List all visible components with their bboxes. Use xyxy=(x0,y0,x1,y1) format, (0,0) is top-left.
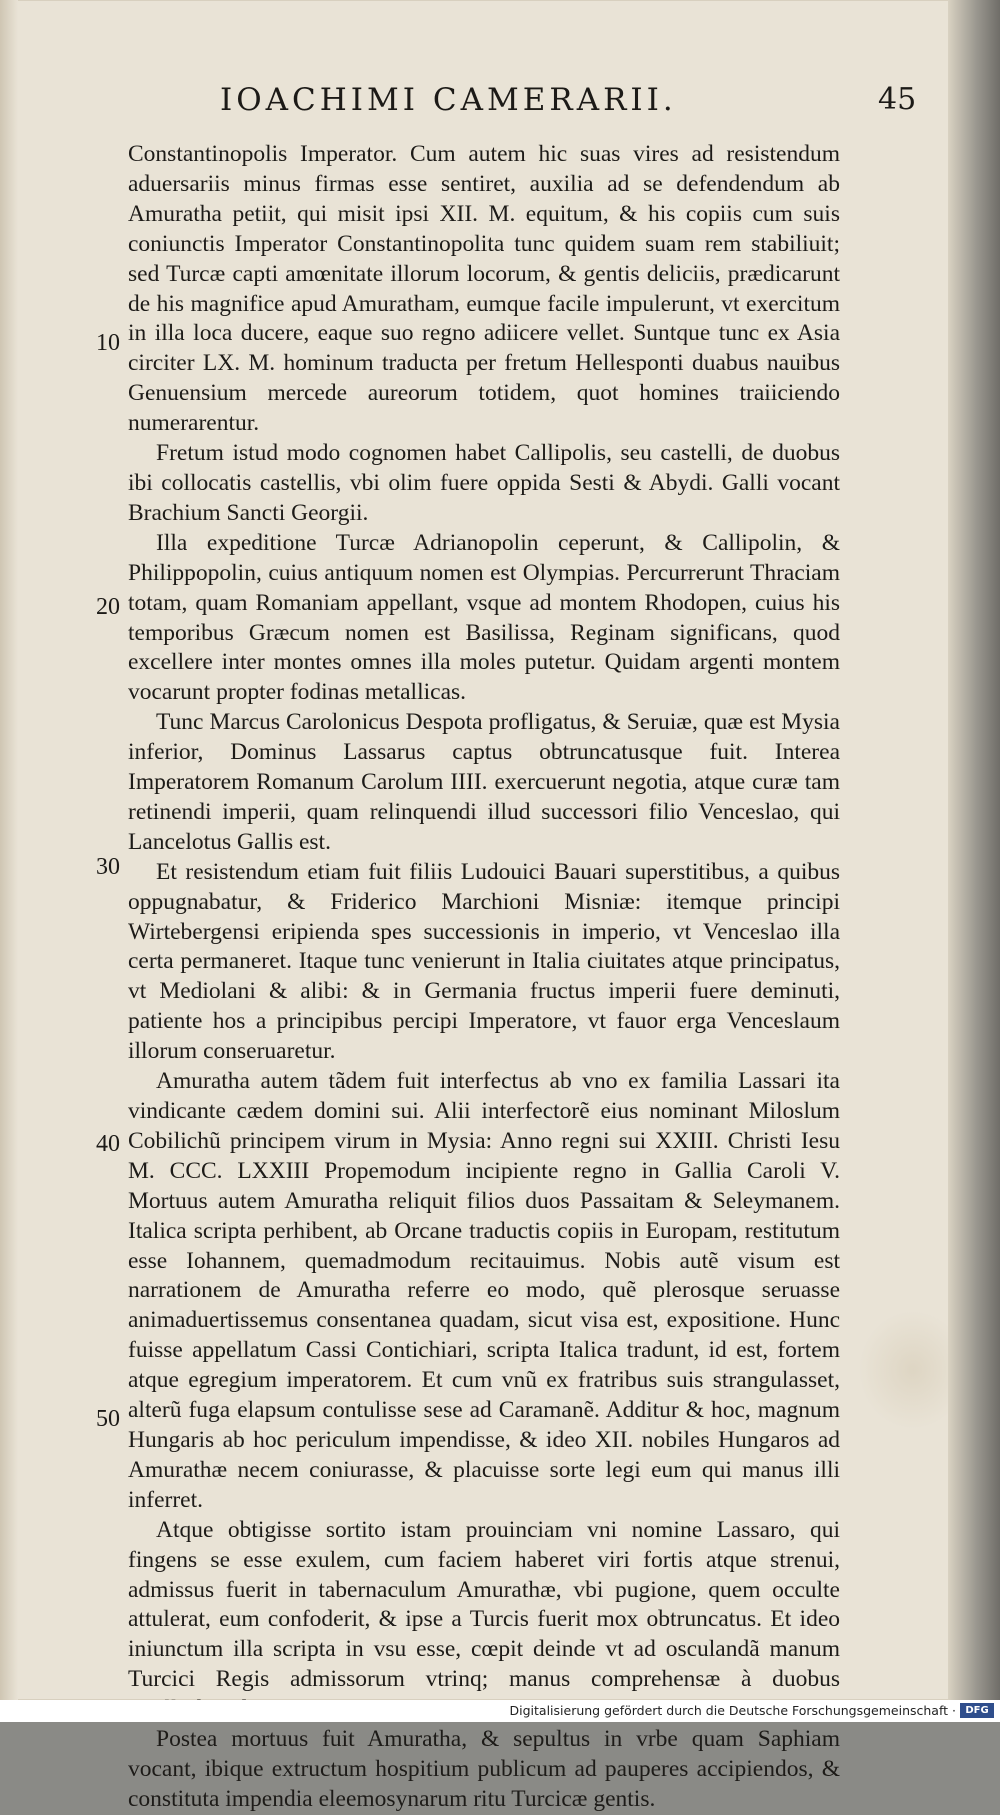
line-number-20: 20 xyxy=(96,594,120,620)
paragraph: Tunc Marcus Carolonicus Despota profligatus, & Seruiæ, quæ est Mysia inferior, Dominus Lassarus captus obtruncatusque fuit. Interea Imperatorem Romanum Carolum IIII. exercuerunt negotia, atque curæ tam retinendi imperii, quam relinquendi illud successori filio Venceslao, qui Lancelotus Gallis est. xyxy=(128,709,840,855)
paragraph: Postea mortuus fuit Amuratha, & sepultus in vrbe quam Saphiam vocant, ibique extructum hospitium publicum ad pauperes accipiendos, & constituta impendia eleemosynarum ritu Turcicæ gentis. xyxy=(128,1726,840,1812)
page-edge xyxy=(948,0,1000,1722)
line-number-10: 10 xyxy=(96,330,120,356)
footer-bar xyxy=(0,1700,1000,1722)
page-gutter xyxy=(0,0,18,1700)
running-title: IOACHIMI CAMERARII. xyxy=(220,82,677,118)
body-text xyxy=(128,140,840,1815)
paragraph: Fretum istud modo cognomen habet Callipolis, seu castelli, de duobus ibi collocatis castellis, vbi olim fuere oppida Sesti & Abydi. Galli vocant Brachium Sancti Georgii. xyxy=(128,440,840,526)
dfg-logo: DFG xyxy=(960,1703,994,1718)
page-number: 45 xyxy=(878,82,917,117)
paragraph: Et resistendum etiam fuit filiis Ludouici Bauari superstitibus, a quibus oppugnabatur, & Friderico Marchioni Misniæ: itemque principi Wirtebergensi eripienda spes successionis in imperio, vt Venceslao illa certa permaneret. Itaque tunc venierunt in Italia ciuitates atque principatus, vt Mediolani & alibi: & in Germania fructus imperii fuere deminuti, patiente hos a principibus percipi Imperatore, vt fauor erga Venceslaum illorum conseruaretur. xyxy=(128,858,840,1065)
paragraph: Illa expeditione Turcæ Adrianopolin ceperunt, & Callipolin, & Philippopolin, cuius antiquum nomen est Olympias. Percurrerunt Thraciam totam, quam Romaniam appellant, vsque ad montem Rhodopen, cuius his temporibus Græcum nomen est Basilissa, Reginam significans, quod excellere inter montes omnes illa moles putetur. Quidam argenti montem vocarunt propter fodinas metallicas. xyxy=(128,529,840,706)
line-number-30: 30 xyxy=(96,854,120,880)
funding-credit: Digitalisierung gefördert durch die Deutsche Forschungsgemeinschaft · xyxy=(509,1703,956,1718)
line-number-50: 50 xyxy=(96,1406,120,1432)
paragraph: Constantinopolis Imperator. Cum autem hic suas vires ad resistendum aduersariis minus firmas esse sentiret, auxilia ad se defendendum ab Amuratha petiit, qui misit ipsi XII. M. equitum, & his copiis cum suis coniunctis Imperator Constantinopolita tunc quidem suam rem stabiliuit; sed Turcæ capti amœnitate illorum locorum, & gentis deliciis, prædicarunt de his magnifice apud Amuratham, eumque facile impulerunt, vt exercitum in illa loca ducere, eaque suo regno adiicere vellet. Suntque tunc ex Asia circiter LX. M. hominum traducta per fretum Hellesponti duabus nauibus Genuensium mercede aureorum totidem, quot homines traiiciendo numerarentur. xyxy=(128,141,840,437)
paragraph: Amuratha autem tãdem fuit interfectus ab vno ex familia Lassari ita vindicante cædem domini sui. Alii interfectorẽ eius nominant Miloslum Cobilichũ principem virum in Mysia: Anno regni sui XXIII. Christi Iesu M. CCC. LXXIII Propemodum incipiente regno in Gallia Caroli V. Mortuus autem Amuratha reliquit filios duos Passaitam & Seleymanem. Italica scripta perhibent, ab Orcane traductis copiis in Europam, restitutum esse Iohannem, quemadmodum recitauimus. Nobis autẽ visum est narrationem de Amuratha referre eo modo, quẽ plerosque seruasse animaduertissemus consentanea quadam, sicut visa est, expositione. Hunc fuisse appellatum Cassi Contichiari, scripta Italica tradunt, id est, fortem atque egregium imperatorem. Et cum vnũ ex fratribus suis strangulasset, alterũ fuga elapsum contulisse sese ad Caramanẽ. Additur & hoc, magnum Hungaris ab hoc periculum impendisse, & ideo XII. nobiles Hungaros ad Amurathæ necem coniurasse, & placuisse sorte legi eum qui manus illi inferret. xyxy=(128,1068,840,1513)
line-number-40: 40 xyxy=(96,1131,120,1157)
paragraph: Atque obtigisse sortito istam prouinciam vni nomine Lassaro, qui fingens se esse exulem, cum faciem haberet viri fortis atque strenui, admissus fuerit in tabernaculum Amurathæ, vbi pugione, quem occulte attulerat, eum confoderit, & ipse a Turcis fuerit mox obtruncatus. Et ideo iniunctum illa scripta in vsu esse, cœpit deinde vt ad osculandã manum Turcici Regis admissorum vtrinq; manus comprehensæ à duobus xyxy=(128,1516,840,1693)
